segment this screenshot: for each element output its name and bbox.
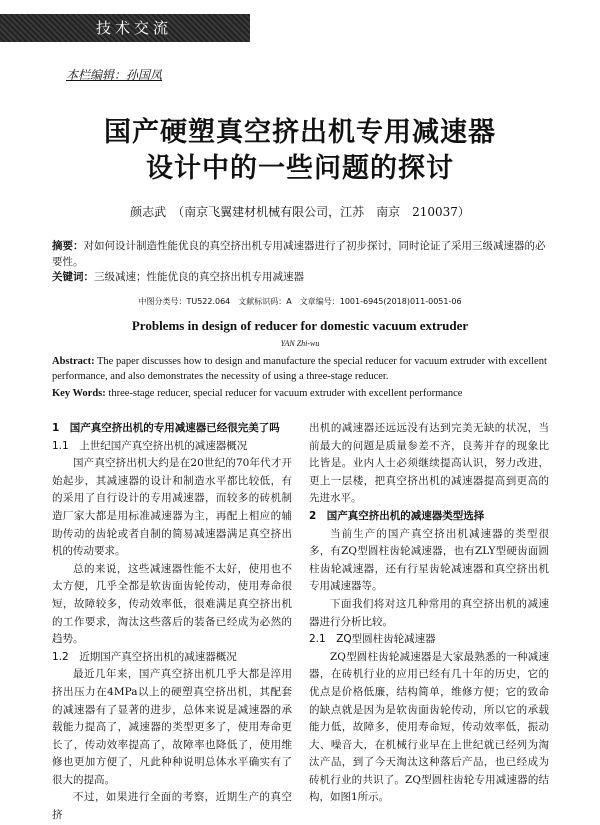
abstract-en [52, 354, 552, 384]
paragraph: ZQ型圆柱齿轮减速器是大家最熟悉的一种减速器，在砖机行业的应用已经有几十年的历史，它的优点是价格低廉，结构简单，维修方便；它的致命的缺点就是因为是软齿面齿轮传动，所以它的承载能力低，故障多，使用寿命短，传动效率低，振动大、噪音大，在机械行业早在上世纪就已经列为淘汰产品，到了今天淘汰这种落后产品，也已经成为砖机行业的共识了。ZQ型圆柱齿轮专用减速器的结构，如图1所示。 [309, 650, 549, 804]
paper-title-line1: 国产硬塑真空挤出机专用减速器 [104, 117, 496, 148]
paragraph: 不过，如果进行全面的考察，近期生产的真空挤 [52, 791, 292, 822]
paragraph: 最近几年来，国产真空挤出机几乎大都是淬用挤出压力在4MPa以上的硬塑真空挤出机，其配套的减速器有了显著的进步，总体来说是减速器的承载能力提高了，减速器的类型更多了，使用寿命更长了，传动效率提高了，故障率也降低了，使用维修也更加方便了，凡此种种说明总体水平确实有了很大的提高。 [52, 668, 292, 786]
section-label: 技术交流 [0, 14, 250, 42]
column-editor: 本栏编辑：孙国凤 [66, 68, 163, 82]
paragraph: 下面我们将对这几种常用的真空挤出机的减速器进行分析比较。 [309, 597, 549, 628]
abstract-en-text: The paper discusses how to design and manufacture the special reducer for vacuum extruder with excellent performance, and also demonstrates the necessity of using a three-stage reducer. [52, 356, 547, 382]
english-title: Problems in design of reducer for domestic vacuum extruder [131, 318, 469, 333]
subsection-heading: 1.1 上世纪国产真空挤出机的减速器概况 [52, 439, 248, 452]
english-author: YAN Zhi-wu [280, 339, 320, 348]
body-column-right [309, 420, 549, 807]
keywords-en-label: Key Words: [52, 388, 106, 399]
paragraph: 当前生产的国产真空挤出机减速器的类型很多，有ZQ型圆柱齿轮减速器，也有ZLY型硬齿面圆柱齿轮减速器，还有行星齿轮减速器和真空挤出机专用减速器等。 [309, 527, 549, 593]
paper-title-line2: 设计中的一些问题的探讨 [146, 153, 454, 184]
keywords-en-text: three-stage reducer, special reducer for vacuum extruder with excellent performance [108, 388, 463, 399]
abstract-cn-text: 对如何设计制造性能优良的真空挤出机专用减速器进行了初步探讨，同时论证了采用三级减速器的必要性。 [52, 240, 546, 268]
paragraph: 总的来说，这些减速器性能不太好，使用也不太方便，几乎全都是软齿面齿轮传动，使用寿命很短，故障较多，传动效率低，很难满足真空挤出机的工作要求，淘汰这些落后的装备已经成为必然的趋势。 [52, 562, 292, 646]
abstract-cn [52, 238, 550, 270]
author-affiliation: 颜志武 （南京飞翼建材机械有限公司，江苏 南京 210037） [130, 205, 470, 219]
subsection-heading: 1.2 近期国产真空挤出机的减速器概况 [52, 650, 237, 663]
subsection-heading: 2.1 ZQ型圆柱齿轮减速器 [309, 633, 436, 646]
section-heading: 1 国产真空挤出机的专用减速器已经很完美了吗 [52, 422, 280, 434]
paragraph: 出机的减速器还远远没有达到完美无缺的状况，当前最大的问题是质量参差不齐，良莠并存的现象比比皆是。业内人士必须继续提高认识，努力改进，更上一层楼，把真空挤出机的减速器提高到更高的先进水平。 [309, 422, 549, 505]
abstract-cn-label: 摘要： [52, 240, 84, 252]
keywords-cn-text: 三级减速；性能优良的真空挤出机专用减速器 [94, 271, 304, 283]
classification-line: 中图分类号：TU522.064 文献标识码：A 文章编号：1001-6945(2018)011-0051-06 [138, 297, 462, 306]
section-heading: 2 国产真空挤出机的减速器类型选择 [309, 509, 485, 522]
keywords-cn-label: 关键词： [52, 271, 94, 283]
keywords-cn [52, 269, 550, 285]
paragraph: 国产真空挤出机大约是在20世纪的70年代才开始起步，其减速器的设计和制造水平都比较低，有的采用了自行设计的专用减速器，而较多的砖机制造厂家大都是用标准减速器为主，再配上相应的辅助传动的齿轮或者自制的简易减速器满足真空挤出机的传动要求。 [52, 457, 292, 558]
keywords-en [52, 386, 552, 401]
body-column-left [52, 420, 292, 825]
abstract-en-label: Abstract: [52, 356, 95, 367]
